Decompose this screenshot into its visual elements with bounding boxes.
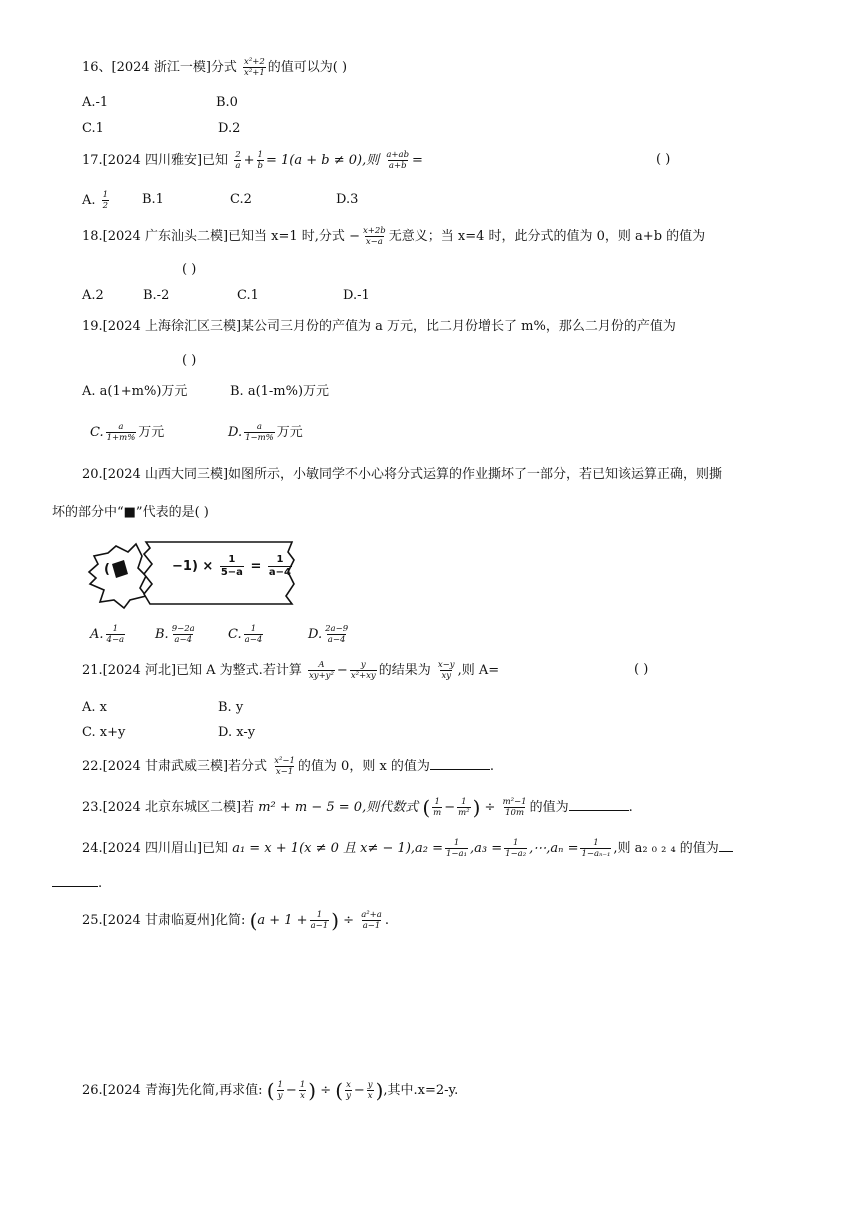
q18-stem-suffix: 无意义；当 x=4 时，此分式的值为 0，则 a+b 的值为 [388,229,706,244]
q22-answer-blank[interactable] [430,757,490,770]
q16-option-c: C.1 [82,121,104,136]
q17-option-d: D.3 [336,192,359,207]
q18-option-c: C.1 [237,288,259,303]
q21-answer-paren: ( ) [634,662,649,677]
q18-option-d: D.-1 [343,288,370,303]
question-24: 24.[2024 四川眉山]已知 a₁ = x + 1(x ≠ 0 且 x≠ − 1),a₂ = $\frac{1}{\text{1−a₁}}$ ,a₃ = $\frac{1}{\text{1−a₂}}$ ,⋯,aₙ = $\frac{1}{\text{1−aₙ₋₁}}$ ,则 a₂ ₀ ₂ ₄ 的值为 [82,838,733,859]
q17-equals: = [412,153,423,168]
question-17: 17.[2024 四川雅安]已知 $\frac{2}{a}$ + $\frac{1}{b}$ = 1(a + b ≠ 0),则 $\frac{a+ab}{a+b}$ = [82,150,423,171]
q16-stem-suffix: 的值可以为( ) [267,60,348,75]
q24-answer-blank-1[interactable] [719,839,733,852]
q17-option-b: B.1 [142,192,164,207]
q20-option-d: D. $\frac{2a-9}{a-4}$ [308,624,349,645]
question-21: 21.[2024 河北]已知 A 为整式.若计算 $\frac{A}{\text{xy+y²}}$ − $\frac{y}{\text{x²+xy}}$ 的结果为 $\frac{x-y}{xy}$ ,则 A= [82,660,500,681]
figure-expression: −1) × $\frac{1}{5-a}$ = $\frac{1}{a-4}$ [172,554,291,578]
q20-stem-line1: 20.[2024 山西大同三模]如图所示，小敏同学不小心将分式运算的作业撕坏了一部分，若已知该运算正确，则撕 [82,467,723,482]
q16-stem-prefix: 16、[2024 浙江一模]分式 [82,60,237,75]
q17-option-c: C.2 [230,192,252,207]
q18-answer-paren: ( ) [182,262,197,277]
q21-option-b: B. y [218,700,244,715]
q24-continuation: . [52,874,102,894]
q23-answer-blank[interactable] [569,798,629,811]
q20-option-b: B. $\frac{9-2a}{a-4}$ [155,624,195,645]
q21-option-d: D. x-y [218,725,256,740]
q17-answer-paren: ( ) [656,152,671,167]
q17-option-a: A. $\frac{1}{2}$ [82,190,109,211]
q20-stem-line2: 坏的部分中“■”代表的是( ) [52,505,209,520]
q18-stem-prefix: 18.[2024 广东汕头二模]已知当 x=1 时,分式 [82,229,345,244]
q17-fraction-2: $\frac{1}{b}$ [257,150,263,171]
question-22: 22.[2024 甘肃武威三模]若分式 $\frac{\text{x²−1}}{x-1}$ 的值为 0，则 x 的值为 . [82,756,495,777]
q18-option-a: A.2 [82,288,104,303]
q16-option-d: D.2 [218,121,241,136]
question-23: 23.[2024 北京东城区二模]若 m² + m − 5 = 0,则代数式 ( $\frac{1}{m}$ − $\frac{1}{\text{m²}}$ ) ÷ $\frac{\text{m²−1}}{10m}$ 的值为 . [82,795,633,820]
q24-answer-blank-2[interactable] [52,874,98,887]
q19-option-a: A. a(1+m%)万元 [82,384,188,399]
q20-option-c: C. $\frac{1}{a-4}$ [228,624,263,645]
q19-option-c: C. $\frac{a}{1+m\%}$ 万元 [90,422,165,443]
q20-option-a: A. $\frac{1}{4-a}$ [90,624,125,645]
q17-condition: = 1(a + b ≠ 0),则 [265,153,380,168]
q17-stem-prefix: 17.[2024 四川雅安]已知 [82,153,229,168]
q19-answer-paren: ( ) [182,353,197,368]
q18-fraction: $\frac{x+2b}{x-a}$ [362,226,386,247]
q16-fraction: $\frac{\text{x²+2}}{\text{x²+1}}$ [244,57,265,78]
question-18: 18.[2024 广东汕头二模]已知当 x=1 时,分式 − $\frac{x+2b}{x-a}$ 无意义；当 x=4 时，此分式的值为 0，则 a+b 的值为 [82,226,706,247]
q19-option-b: B. a(1-m%)万元 [230,384,330,399]
figure-left-paren: ( [104,562,110,577]
q21-option-a: A. x [82,700,107,715]
q17-fraction-1: $\frac{2}{a}$ [235,150,241,171]
q19-option-d: D. $\frac{a}{1-m\%}$ 万元 [228,422,303,443]
question-26: 26.[2024 青海]先化简,再求值: ( $\frac{1}{y}$ − $\frac{1}{x}$ ) ÷ ( $\frac{x}{y}$ − $\frac{y}{x}$ ),其中.x=2-y. [82,1078,459,1103]
question-25: 25.[2024 甘肃临夏州]化简: (a + 1 + $\frac{1}{a-1}$ ) ÷ $\frac{\text{a²+a}}{a-1}$ . [82,908,390,933]
q21-option-c: C. x+y [82,725,126,740]
q17-fraction-3: $\frac{a+ab}{a+b}$ [386,150,410,171]
q16-option-a: A.-1 [82,95,109,110]
q16-option-b: B.0 [216,95,238,110]
q21-stem-prefix: 21.[2024 河北]已知 A 为整式.若计算 [82,663,302,678]
question-19: 19.[2024 上海徐汇区三模]某公司三月份的产值为 a 万元，比二月份增长了 m%，那么二月份的产值为 [82,319,676,334]
question-16 [82,57,347,78]
q20-torn-paper-figure [86,538,298,610]
q18-option-b: B.-2 [143,288,170,303]
